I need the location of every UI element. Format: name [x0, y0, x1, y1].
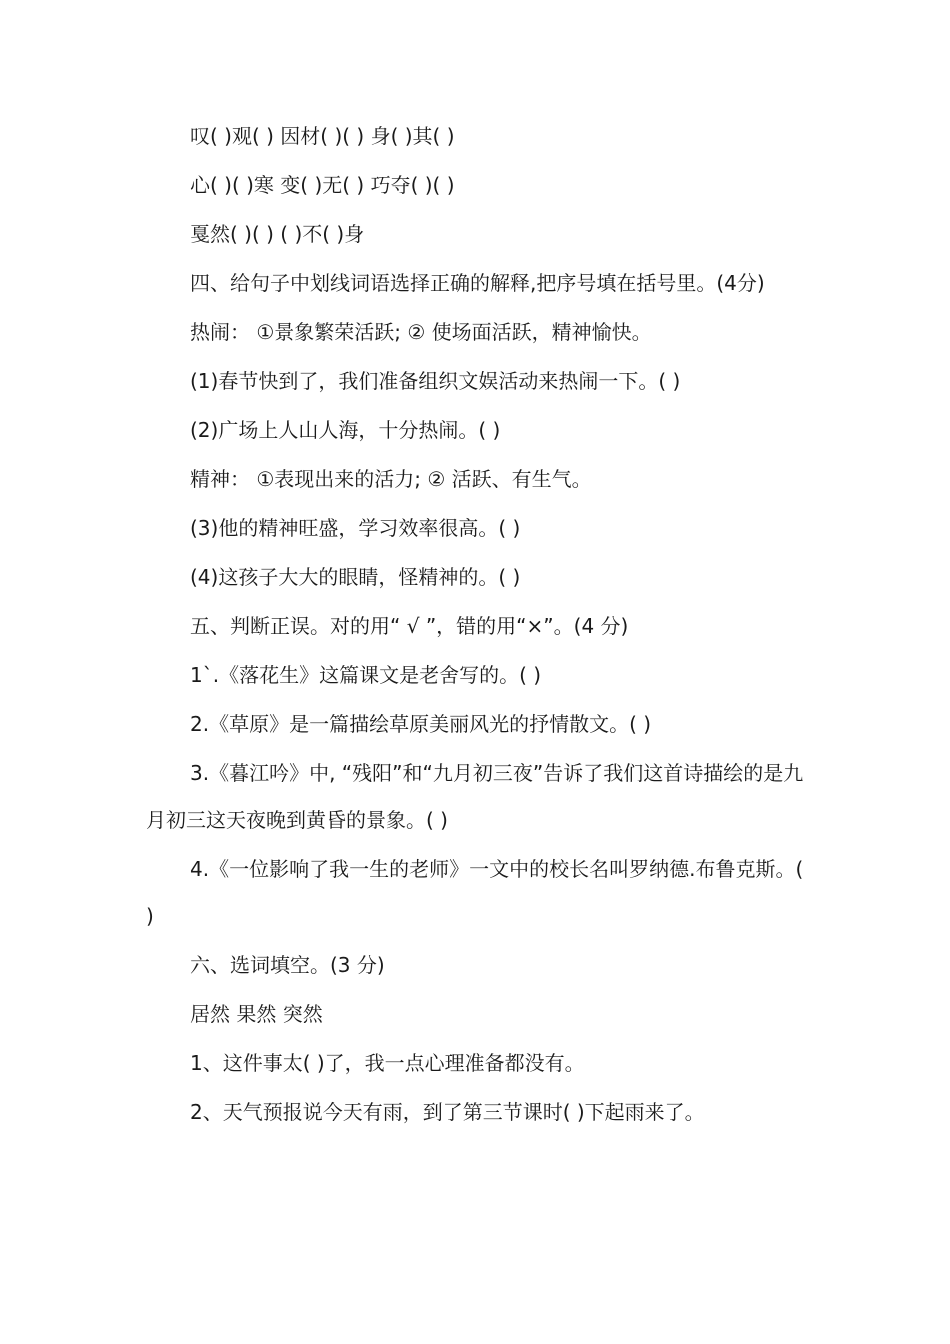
question-5-3: 3.《暮江吟》中, “残阳”和“九月初三夜”告诉了我们这首诗描绘的是九月初三这天夜晚到黄昏的景象。( ) — [146, 761, 804, 832]
definition-renao: 热闹： ①景象繁荣活跃; ② 使场面活跃，精神愉快。 — [190, 320, 652, 344]
question-4-1: (1)春节快到了，我们准备组织文娱活动来热闹一下。( ) — [190, 369, 681, 393]
question-6-2: 2、天气预报说今天有雨，到了第三节课时( )下起雨来了。 — [190, 1100, 705, 1124]
idiom-row-3: 戛然( )( ) ( )不( )身 — [190, 222, 365, 246]
idiom-row-1: 叹( )观( ) 因材( )( ) 身( )其( ) — [190, 124, 455, 148]
question-5-2: 2.《草原》是一篇描绘草原美丽风光的抒情散文。( ) — [190, 712, 652, 736]
question-5-4: 4.《一位影响了我一生的老师》一文中的校长名叫罗纳德.布鲁克斯。( ) — [146, 857, 804, 928]
word-choices: 居然 果然 突然 — [190, 1002, 323, 1026]
section-5-heading: 五、判断正误。对的用“ √ ”，错的用“×”。(4 分) — [190, 614, 629, 638]
question-6-1: 1、这件事太( )了，我一点心理准备都没有。 — [190, 1051, 585, 1075]
idiom-row-2: 心( )( )寒 变( )无( ) 巧夺( )( ) — [190, 173, 455, 197]
document-body — [146, 113, 810, 1138]
definition-jingshen: 精神： ①表现出来的活力; ② 活跃、有生气。 — [190, 467, 592, 491]
section-4-heading: 四、给句子中划线词语选择正确的解释,把序号填在括号里。(4分) — [190, 271, 765, 295]
question-4-2: (2)广场上人山人海，十分热闹。( ) — [190, 418, 501, 442]
question-4-3: (3)他的精神旺盛，学习效率很高。( ) — [190, 516, 521, 540]
question-4-4: (4)这孩子大大的眼睛，怪精神的。( ) — [190, 565, 521, 589]
section-6-heading: 六、选词填空。(3 分) — [190, 953, 385, 977]
question-5-1: 1`.《落花生》这篇课文是老舍写的。( ) — [190, 663, 542, 687]
